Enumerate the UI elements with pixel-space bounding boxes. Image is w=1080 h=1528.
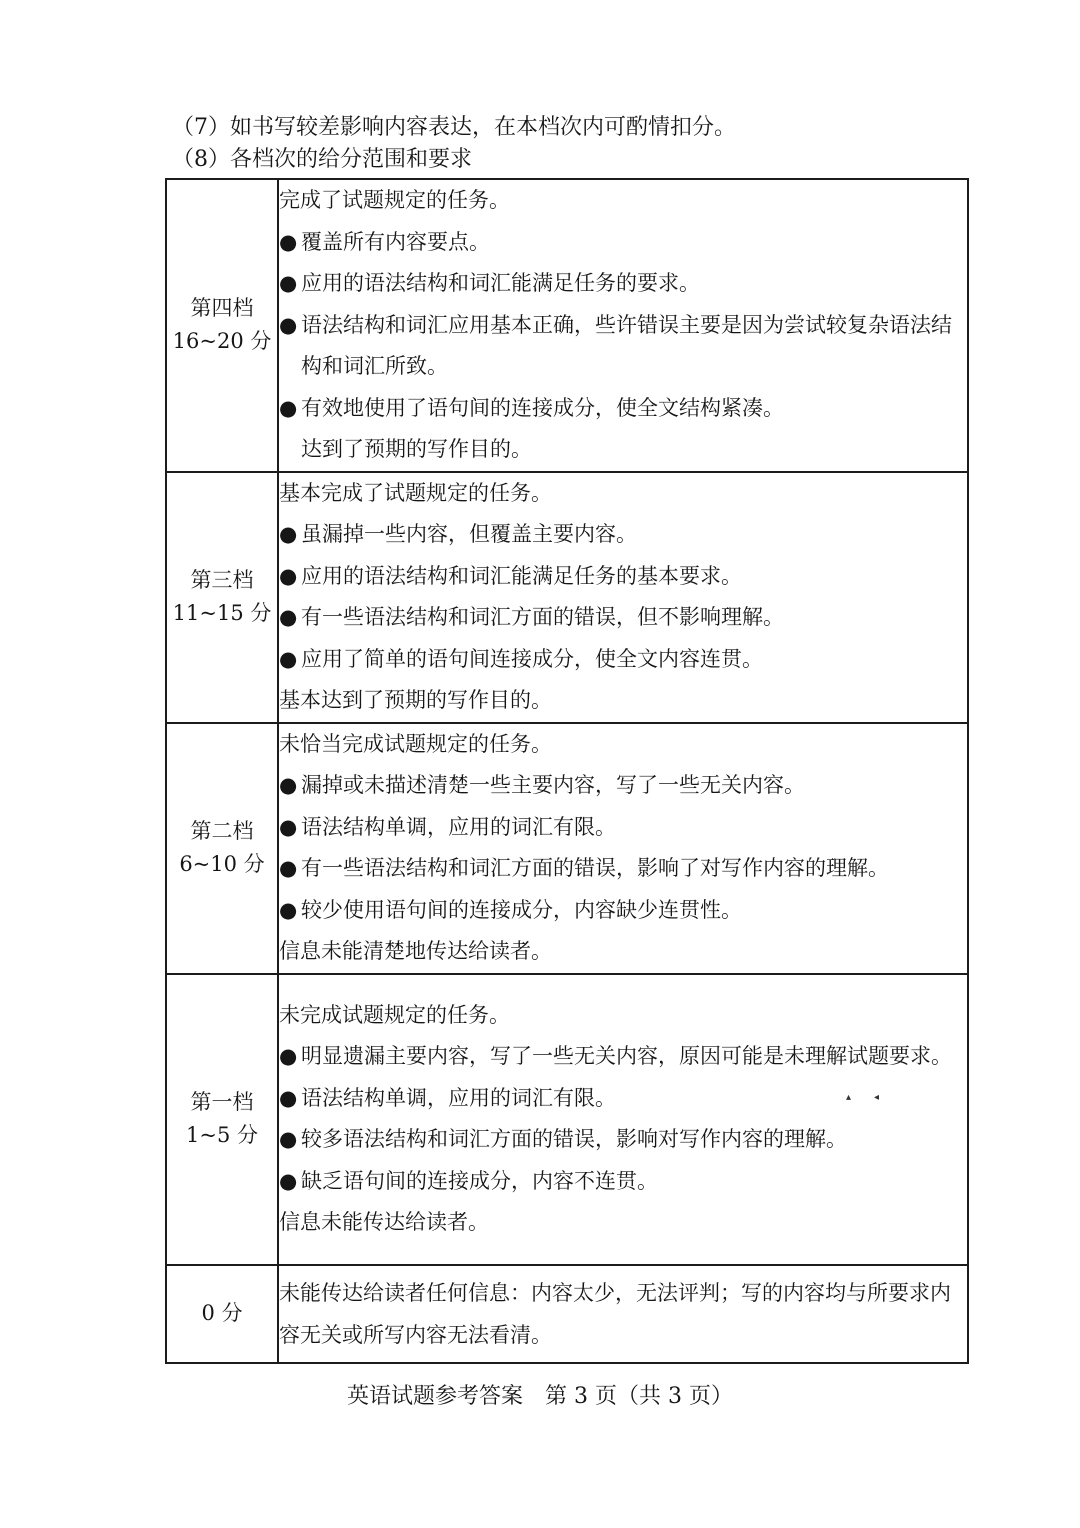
bullet-icon: ● [279, 814, 298, 839]
bullet-icon: ● [279, 395, 298, 420]
criterion-text: 语法结构单调，应用的词汇有限。 [301, 1085, 616, 1110]
level-name: 第四档 [190, 296, 254, 321]
level-description [278, 974, 968, 1265]
bullet-icon: ● [279, 312, 298, 337]
rubric-row-zero [166, 1265, 968, 1363]
level-goal: 基本达到了预期的写作目的。 [279, 688, 552, 712]
criterion-item [279, 848, 967, 890]
level-summary: 未完成试题规定的任务。 [279, 1002, 510, 1027]
level-cell [166, 472, 278, 723]
page-footer: 英语试题参考答案 第 3 页（共 3 页） [347, 1384, 733, 1409]
criterion-text: 覆盖所有内容要点。 [301, 229, 490, 254]
rubric-row-level-3 [166, 472, 968, 723]
bullet-icon: ● [279, 1127, 298, 1151]
criterion-item [279, 305, 967, 388]
level-score-range: 11~15 分 [172, 601, 272, 625]
criterion-item [279, 597, 967, 639]
criterion-item [279, 263, 967, 305]
level-name: 第二档 [190, 819, 254, 843]
rubric-row-level-2 [166, 723, 968, 974]
criterion-text: 应用的语法结构和词汇能满足任务的要求。 [301, 271, 700, 295]
criterion-item [279, 222, 967, 264]
criterion-item [279, 1036, 967, 1078]
level-goal: 达到了预期的写作目的。 [301, 437, 532, 461]
criterion-item [279, 890, 967, 932]
criterion-text: 应用的语法结构和词汇能满足任务的基本要求。 [301, 563, 742, 588]
bullet-icon: ● [279, 229, 298, 254]
criterion-item [279, 639, 967, 681]
rubric-row-level-4 [166, 179, 968, 472]
level-score-range: 1~5 分 [186, 1123, 258, 1147]
bullet-icon: ● [279, 605, 298, 629]
criterion-item [279, 807, 967, 849]
scan-speck: ▴ [846, 1092, 852, 1103]
bullet-icon: ● [279, 856, 298, 880]
bullet-icon: ● [279, 646, 298, 671]
criterion-text: 应用了简单的语句间连接成分，使全文内容连贯。 [301, 646, 763, 671]
criterion-text: 明显遗漏主要内容，写了一些无关内容，原因可能是未理解试题要求。 [301, 1044, 952, 1068]
criterion-item [279, 388, 967, 430]
criterion-item [279, 765, 967, 807]
criterion-text: 较少使用语句间的连接成分，内容缺少连贯性。 [301, 897, 742, 922]
criterion-text: 有一些语法结构和词汇方面的错误，但不影响理解。 [301, 605, 784, 629]
level-summary: 基本完成了试题规定的任务。 [279, 480, 552, 505]
criterion-text: 有效地使用了语句间的连接成分，使全文结构紧凑。 [301, 395, 784, 420]
level-cell [166, 974, 278, 1265]
level-score-range: 16~20 分 [172, 329, 272, 354]
bullet-icon: ● [279, 1044, 298, 1068]
bullet-icon: ● [279, 897, 298, 922]
criterion-item [279, 514, 967, 556]
level-description [278, 723, 968, 974]
level-goal: 信息未能传达给读者。 [279, 1210, 489, 1234]
scoring-rubric-table [165, 178, 969, 1364]
level-name: 第三档 [190, 568, 254, 592]
scan-speck: ◂ [874, 1092, 880, 1103]
level-description [278, 179, 968, 472]
level-cell [166, 1265, 278, 1363]
bullet-icon: ● [279, 271, 298, 295]
zero-level-description: 未能传达给读者任何信息：内容太少，无法评判；写的内容均与所要求内容无关或所写内容无法看清。 [279, 1280, 951, 1347]
level-description [278, 1265, 968, 1363]
bullet-icon: ● [279, 773, 298, 797]
scoring-note-7: （7）如书写较差影响内容表达，在本档次内可酌情扣分。 [172, 115, 736, 140]
level-summary: 完成了试题规定的任务。 [279, 188, 510, 212]
rubric-row-level-1 [166, 974, 968, 1265]
criterion-text: 缺乏语句间的连接成分，内容不连贯。 [301, 1168, 658, 1193]
level-description [278, 472, 968, 723]
bullet-icon: ● [279, 1168, 298, 1193]
level-cell [166, 723, 278, 974]
criterion-text: 较多语法结构和词汇方面的错误，影响对写作内容的理解。 [301, 1127, 847, 1151]
criterion-text: 虽漏掉一些内容，但覆盖主要内容。 [301, 522, 637, 546]
criterion-text: 有一些语法结构和词汇方面的错误，影响了对写作内容的理解。 [301, 856, 889, 880]
bullet-icon: ● [279, 522, 298, 546]
level-summary: 未恰当完成试题规定的任务。 [279, 731, 552, 756]
criterion-text: 语法结构和词汇应用基本正确，些许错误主要是因为尝试较复杂语法结构和词汇所致。 [301, 312, 952, 378]
level-score-range: 0 分 [201, 1301, 243, 1325]
level-cell [166, 179, 278, 472]
bullet-icon: ● [279, 1085, 298, 1110]
level-score-range: 6~10 分 [179, 852, 265, 876]
criterion-text: 语法结构单调，应用的词汇有限。 [301, 814, 616, 839]
criterion-item [279, 1078, 967, 1120]
criterion-item [279, 1161, 967, 1203]
criterion-item [279, 1119, 967, 1161]
scoring-note-8: （8）各档次的给分范围和要求 [172, 147, 472, 172]
criterion-item [279, 556, 967, 598]
bullet-icon: ● [279, 563, 298, 588]
criterion-text: 漏掉或未描述清楚一些主要内容，写了一些无关内容。 [301, 773, 805, 797]
level-name: 第一档 [190, 1090, 254, 1114]
level-goal: 信息未能清楚地传达给读者。 [279, 939, 552, 963]
